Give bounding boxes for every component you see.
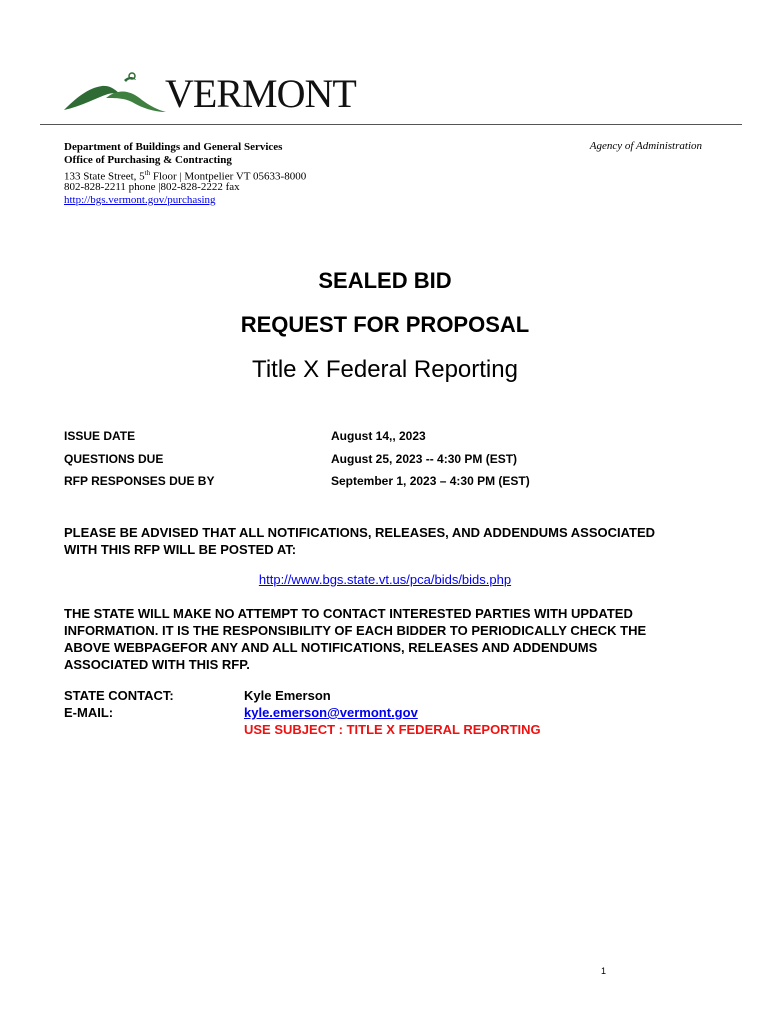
office-name: Office of Purchasing & Contracting [64,154,232,166]
notice-responsibility: THE STATE WILL MAKE NO ATTEMPT TO CONTACT INTERESTED PARTIES WITH UPDATED INFORMATION. IT IS THE RESPONSIBILITY OF EACH BIDDER TO PERIODICALLY CHECK THE ABOVE WEBPAGEFOR ANY AND ALL NOTIFICATIONS, RELEASES AND ADDENDUMS ASSOCIATED WITH THIS RFP. [64,606,647,672]
posting-link[interactable]: http://www.bgs.state.vt.us/pca/bids/bids.php [258,572,512,587]
issue-date-value: August 14,, 2023 [331,429,426,443]
contact-name: Kyle Emerson [244,688,331,703]
page-number: 1 [601,966,607,976]
header-divider [40,124,742,125]
notice-posting: PLEASE BE ADVISED THAT ALL NOTIFICATIONS, RELEASES, AND ADDENDUMS ASSOCIATED WITH THIS RFP WILL BE POSTED AT: [64,525,656,557]
website-link[interactable]: http://bgs.vermont.gov/purchasing [64,194,216,206]
agency-name: Agency of Administration [589,140,702,152]
questions-due-value: August 25, 2023 -- 4:30 PM (EST) [331,452,518,466]
responses-due-label: RFP RESPONSES DUE BY [64,474,215,488]
logo-wordmark: VERMONT [165,71,356,116]
contact-email-link[interactable]: kyle.emerson@vermont.gov [244,705,418,720]
email-label: E-MAIL: [64,705,114,720]
posting-url [0,572,770,587]
address: 133 State Street, 5th Floor | Montpelier VT 05633-8000 [64,169,307,183]
responses-due-value: September 1, 2023 – 4:30 PM (EST) [331,474,530,488]
questions-due-label: QUESTIONS DUE [64,452,164,466]
contact-label: STATE CONTACT: [64,688,174,703]
title-project: Title X Federal Reporting [252,356,518,383]
title-rfp: REQUEST FOR PROPOSAL [240,312,530,337]
subject-note: USE SUBJECT : TITLE X FEDERAL REPORTING [244,722,541,737]
phone-fax: 802-828-2211 phone |802-828-2222 fax [64,181,240,193]
title-sealed-bid: SEALED BID [318,268,452,293]
vermont-logo [62,70,356,118]
dept-name: Department of Buildings and General Services [64,141,283,153]
mountain-logo-icon [62,70,172,116]
issue-date-label: ISSUE DATE [64,429,136,443]
